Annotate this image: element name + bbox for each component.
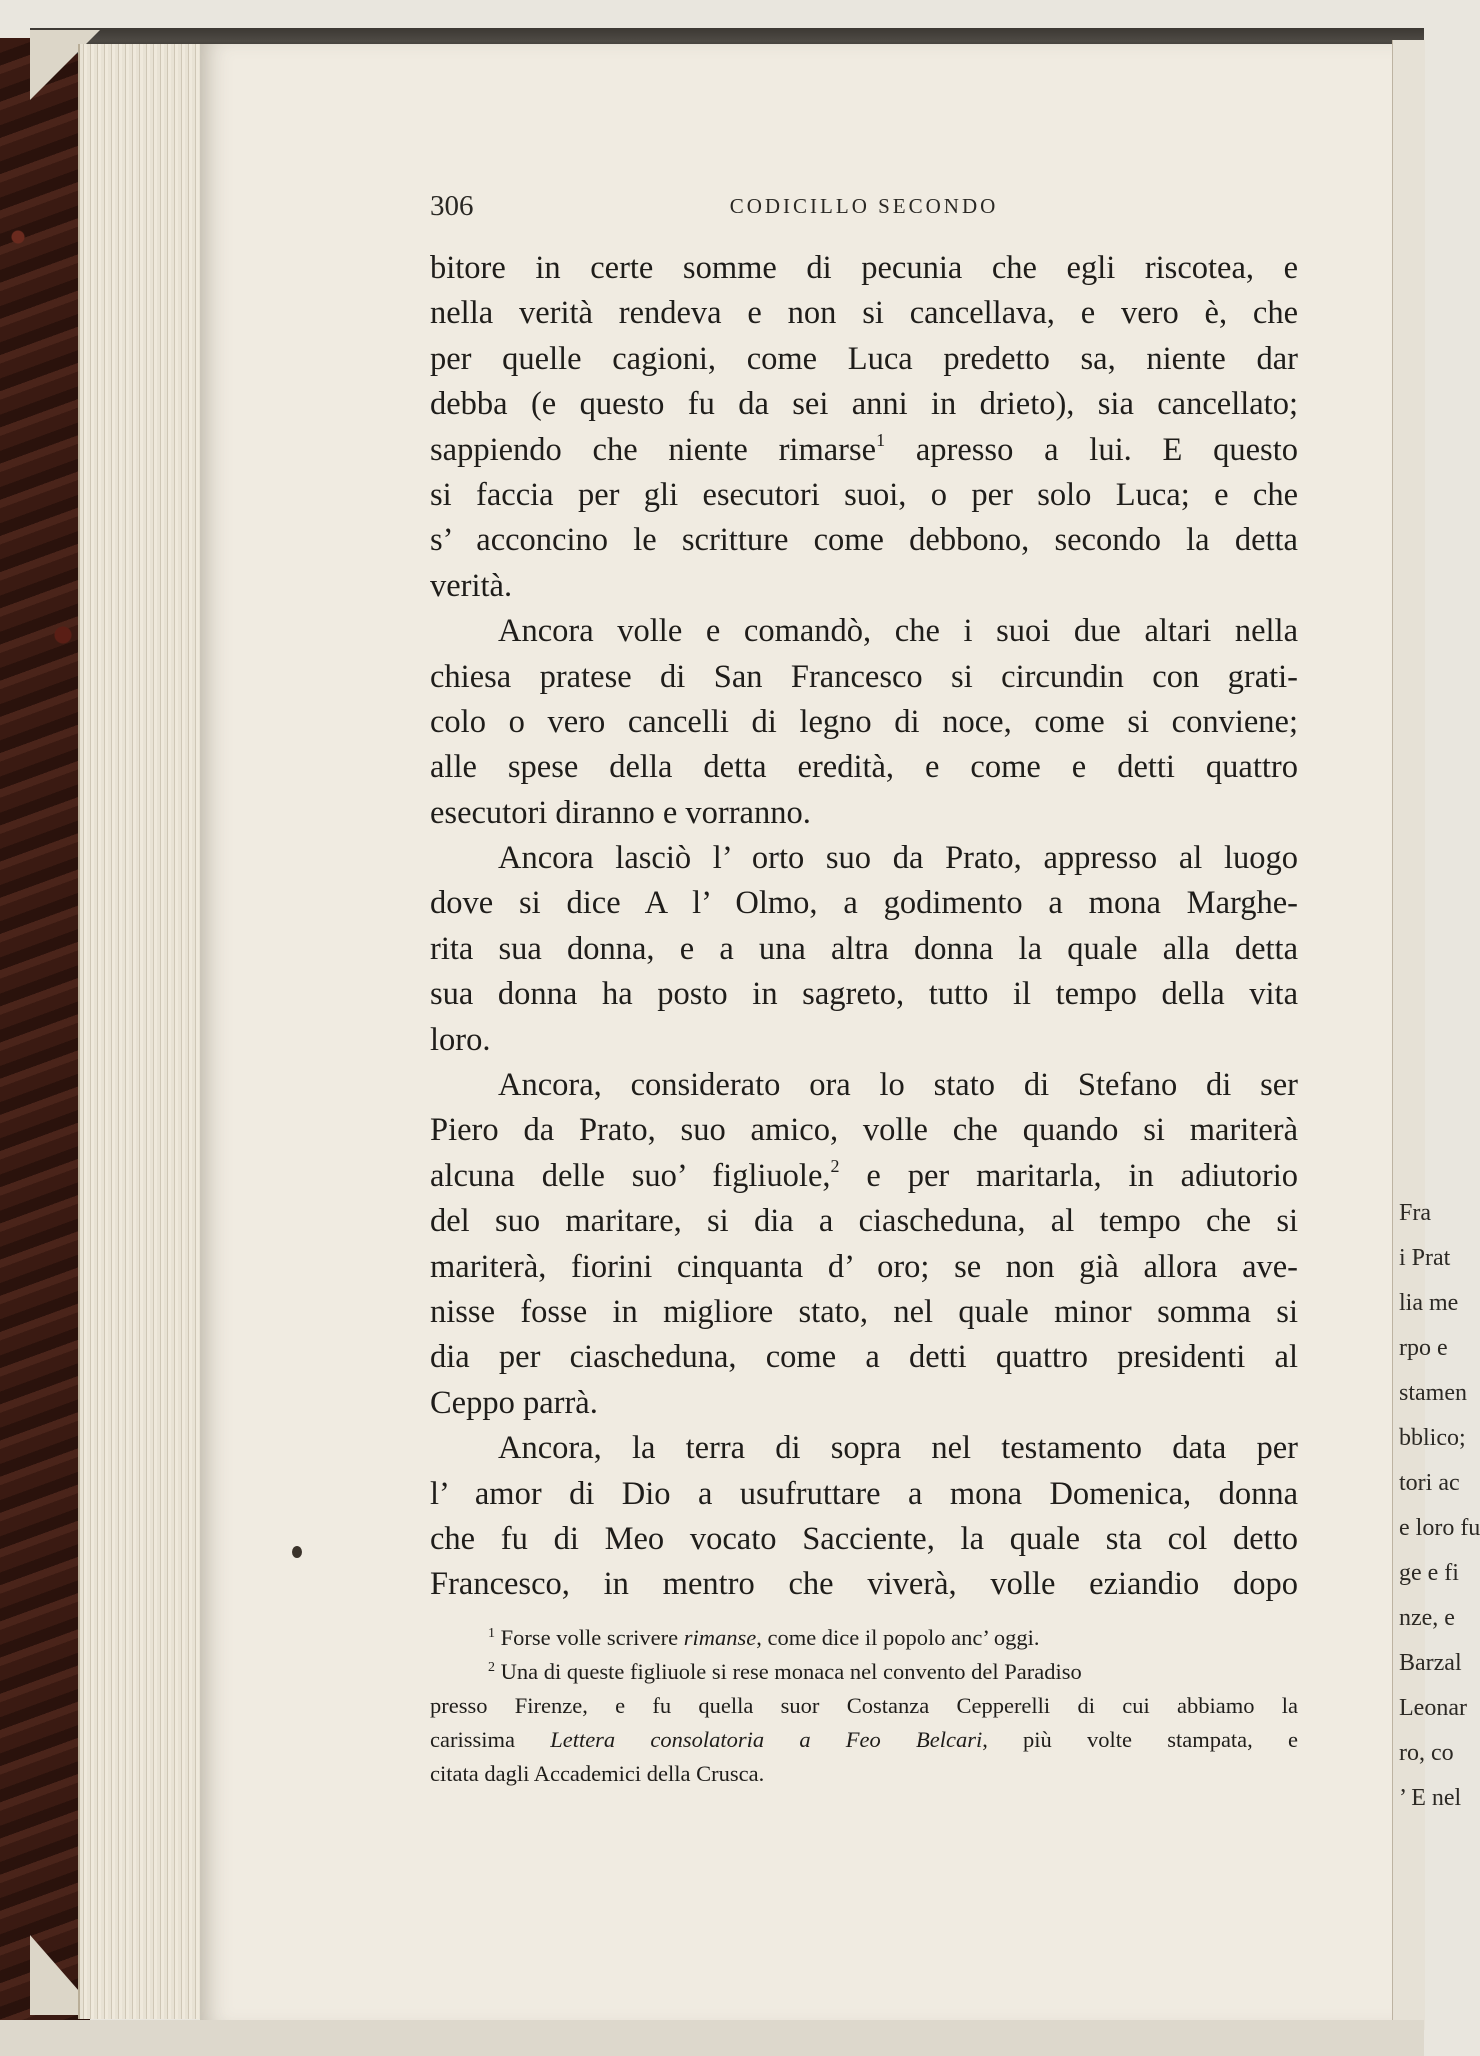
adjacent-fragment: ro, co — [1399, 1740, 1454, 1766]
text-line: bitore in certe somme di pecunia che egli riscotea, e — [430, 250, 1298, 286]
footnote-2 — [430, 1655, 1298, 1689]
text-segment-italic: Lettera consolatoria a Feo Belcari — [550, 1727, 983, 1752]
footnote-ref-2: 2 — [830, 1155, 840, 1176]
text-line: s’ acconcino le scritture come debbono, secondo la detta — [430, 522, 1298, 559]
adjacent-fragment: nze, e — [1399, 1605, 1455, 1631]
text-segment: carissima — [430, 1727, 551, 1752]
text-line: nella verità rendeva e non si cancellava, e vero è, che — [430, 295, 1298, 332]
text-line: del suo maritare, si dia a ciascheduna, al tempo che si — [430, 1203, 1298, 1240]
text-line: Francesco, in mentro che viverà, volle eziandio dopo — [430, 1566, 1298, 1603]
text-line — [430, 1154, 1298, 1199]
adjacent-fragment: ’ E nel — [1399, 1785, 1462, 1811]
marbled-cover — [0, 38, 90, 2028]
text-line: dove si dice A l’ Olmo, a godimento a mona Marghe- — [430, 885, 1298, 922]
footnote-marker: 2 — [488, 1660, 495, 1675]
adjacent-fragment: Fra — [1399, 1200, 1431, 1226]
ink-speck — [292, 1546, 302, 1558]
adjacent-fragment: bblico; — [1399, 1425, 1466, 1451]
text-line: colo o vero cancelli di legno di noce, come si conviene; — [430, 703, 1298, 740]
text-line: chiesa pratese di San Francesco si circundin con grati- — [430, 658, 1298, 695]
adjacent-fragment: tori ac — [1399, 1470, 1460, 1496]
adjacent-fragment: ge e fi — [1399, 1560, 1459, 1586]
text-line: Ancora volle e comandò, che i suoi due altari nella — [498, 613, 1298, 650]
text-segment-italic: rimanse — [683, 1625, 757, 1650]
text-line: loro. — [430, 1021, 491, 1058]
adjacent-fragment: Barzal — [1399, 1650, 1462, 1676]
text-line: dia per ciascheduna, come a detti quattro presidenti al — [430, 1339, 1298, 1376]
text-line: per quelle cagioni, come Luca predetto sa, niente dar — [430, 340, 1298, 377]
text-line: esecutori diranno e vorranno. — [430, 794, 811, 831]
footnote-1 — [430, 1621, 1298, 1655]
text-line: l’ amor di Dio a usufruttare a mona Domenica, donna — [430, 1475, 1298, 1512]
page-number: 306 — [430, 190, 474, 222]
page-header — [430, 190, 1298, 230]
text-segment: sappiendo che niente rimarse — [430, 431, 877, 468]
text-line: Ancora, considerato ora lo stato di Stefano di ser — [498, 1067, 1298, 1104]
text-line: si faccia per gli esecutori suoi, o per solo Luca; e che — [430, 476, 1298, 513]
text-line: mariterà, fiorini cinquanta d’ oro; se non già allora ave- — [430, 1248, 1298, 1285]
body-text — [430, 246, 1298, 1608]
adjacent-page-edge — [1392, 40, 1480, 2030]
footnote-line: presso Firenze, e fu quella suor Costanza Cepperelli di cui abbiamo la — [430, 1693, 1298, 1718]
adjacent-fragment: i Prat — [1399, 1245, 1451, 1271]
footnote-line: citata dagli Accademici della Crusca. — [430, 1761, 765, 1786]
text-line: che fu di Meo vocato Sacciente, la quale sta col detto — [430, 1520, 1298, 1557]
text-line: verità. — [430, 567, 513, 604]
text-line — [430, 428, 1298, 473]
text-segment: , come dice il popolo anc’ oggi. — [756, 1625, 1040, 1650]
text-line: nisse fosse in migliore stato, nel quale minor somma si — [430, 1293, 1298, 1330]
text-line: sua donna ha posto in sagreto, tutto il tempo della vita — [430, 976, 1298, 1013]
text-line: Ceppo parrà. — [430, 1384, 598, 1421]
text-line: debba (e questo fu da sei anni in drieto), sia cancellato; — [430, 386, 1298, 423]
bottom-edge — [0, 2020, 1424, 2056]
footnote-line — [430, 1723, 1298, 1757]
page-edges — [78, 44, 210, 2019]
adjacent-fragment: e loro fu — [1399, 1515, 1480, 1541]
adjacent-fragment: Leonar — [1399, 1695, 1467, 1721]
text-line: alle spese della detta eredità, e come e detti quattro — [430, 749, 1298, 786]
text-line: rita sua donna, e a una altra donna la quale alla detta — [430, 930, 1298, 967]
text-line: Ancora, la terra di sopra nel testamento data per — [498, 1430, 1298, 1467]
text-segment: Forse volle scrivere — [495, 1625, 684, 1650]
footnote-marker: 1 — [488, 1626, 495, 1641]
footnote-ref-1: 1 — [876, 429, 886, 450]
adjacent-fragment: stamen — [1399, 1380, 1467, 1406]
footnotes — [430, 1621, 1298, 1791]
text-segment: apresso a lui. E questo — [885, 431, 1298, 468]
text-line: Piero da Prato, suo amico, volle che quando si mariterà — [430, 1112, 1298, 1149]
text-segment: , più volte stampata, e — [982, 1727, 1298, 1752]
text-line: Ancora lasciò l’ orto suo da Prato, appresso al luogo — [498, 840, 1298, 877]
running-title: CODICILLO SECONDO — [729, 194, 999, 218]
text-segment: e per maritarla, in adiutorio — [839, 1157, 1299, 1194]
adjacent-fragment: rpo e — [1399, 1335, 1448, 1361]
text-segment: Una di queste figliuole si rese monaca nel convento del Paradiso — [495, 1659, 1082, 1684]
adjacent-fragment: lia me — [1399, 1290, 1459, 1316]
text-segment: alcuna delle suo’ figliuole, — [430, 1157, 831, 1194]
